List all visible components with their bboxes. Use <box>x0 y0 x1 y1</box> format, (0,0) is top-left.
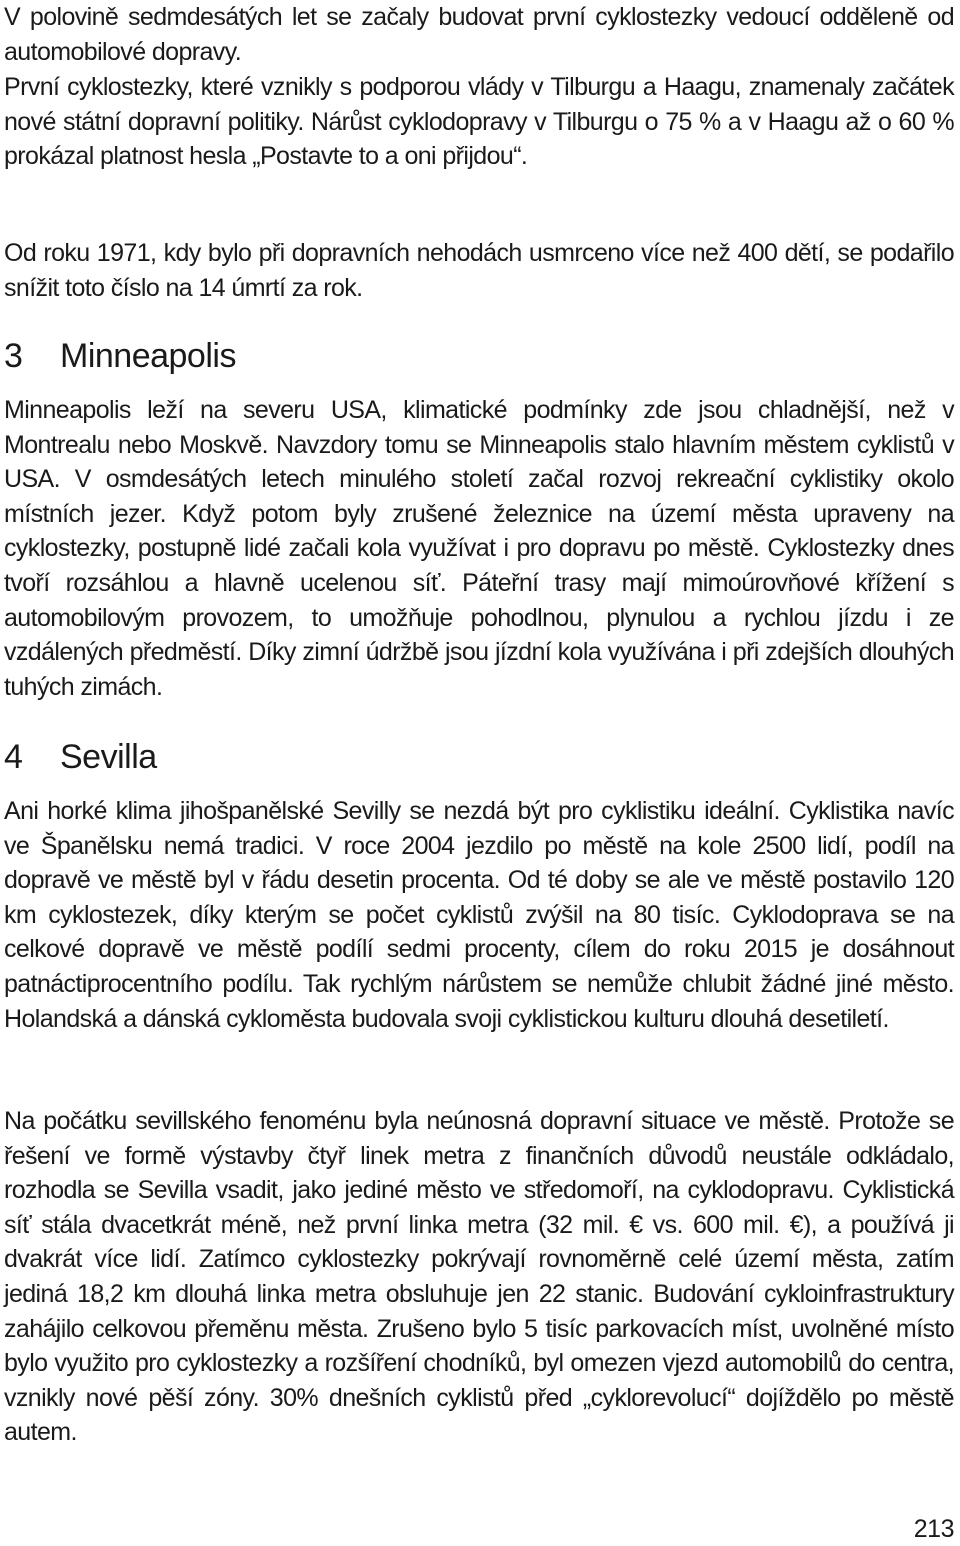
section-number: 4 <box>4 738 23 776</box>
page-number: 213 <box>913 1515 954 1543</box>
tilburg-haag-paragraph: První cyklostezky, které vznikly s podporou vlády v Tilburgu a Haagu, znamenaly začátek nové státní dopravní politiky. Nárůst cyklodopravy v Tilburgu o 75 % a v Haagu až o 60 % prokázal platnost hesla „Postavte to a oni přijdou“. <box>4 73 954 171</box>
child-deaths-paragraph: Od roku 1971, kdy bylo při dopravních nehodách usmrceno více než 400 dětí, se podařilo snížit toto číslo na 14 úmrtí za rok. <box>4 239 954 302</box>
section-title: Sevilla <box>60 738 157 776</box>
intro-paragraph: V polovině sedmdesátých let se začaly budovat první cyklostezky vedoucí odděleně od automobilové dopravy. <box>4 3 954 66</box>
section-heading-minneapolis <box>4 336 236 376</box>
section-heading-sevilla <box>4 737 157 777</box>
sevilla-paragraph-2: Na počátku sevillského fenoménu byla neúnosná dopravní situace ve městě. Protože se řešení ve formě výstavby čtyř linek metra z finančních důvodů neustále odkládalo, rozhodla se Sevilla vsadit, jako jediné město ve středomoří, na cyklodopravu. Cyklistická síť stála dvacetkrát méně, než první linka metra (32 mil. € vs. 600 mil. €), a používá ji dvakrát více lidí. Zatímco cyklostezky pokrývají rovnoměrně celé území města, zatím jediná 18,2 km dlouhá linka metra obsluhuje jen 22 stanic. Budování cykloinfrastruktury zahájilo celkovou přeměnu města. Zrušeno bylo 5 tisíc parkovacích míst, uvolněné místo bylo využito pro cyklostezky a rozšíření chodníků, byl omezen vjezd automobilů do centra, vznikly nové pěší zóny. 30% dnešních cyklistů před „cyklorevolucí“ dojíždělo po městě autem. <box>4 1107 954 1447</box>
section-title: Minneapolis <box>60 337 236 375</box>
sevilla-paragraph-1: Ani horké klima jihošpanělské Sevilly se nezdá být pro cyklistiku ideální. Cyklistika navíc ve Španělsku nemá tradici. V roce 2004 jezdilo po městě na kole 2500 lidí, podíl na dopravě ve městě byl v řádu desetin procenta. Od té doby se ale ve městě postavilo 120 km cyklostezek, díky kterým se počet cyklistů zvýšil na 80 tisíc. Cyklodoprava se na celkové dopravě ve městě podílí sedmi procenty, cílem do roku 2015 je dosáhnout patnáctiprocentního podílu. Tak rychlým nárůstem se nemůže chlubit žádné jiné město. Holandská a dánská cykloměsta budovala svoji cyklistickou kulturu dlouhá desetiletí. <box>4 797 954 1033</box>
minneapolis-paragraph: Minneapolis leží na severu USA, klimatické podmínky zde jsou chladnější, než v Montrealu nebo Moskvě. Navzdory tomu se Minneapolis stalo hlavním městem cyklistů v USA. V osmdesátých letech minulého století začal rozvoj rekreační cyklistiky okolo místních jezer. Když potom byly zrušené železnice na území města upraveny na cyklostezky, postupně lidé začali kola využívat i pro dopravu po městě. Cyklostezky dnes tvoří rozsáhlou a hlavně ucelenou síť. Páteřní trasy mají mimoúrovňové křížení s automobilovým provozem, to umožňuje pohodlnou, plynulou a rychlou jízdu i ze vzdálených předměstí. Díky zimní údržbě jsou jízdní kola využívána i při zdejších dlouhých tuhých zimách. <box>4 396 954 701</box>
section-number: 3 <box>4 337 23 375</box>
